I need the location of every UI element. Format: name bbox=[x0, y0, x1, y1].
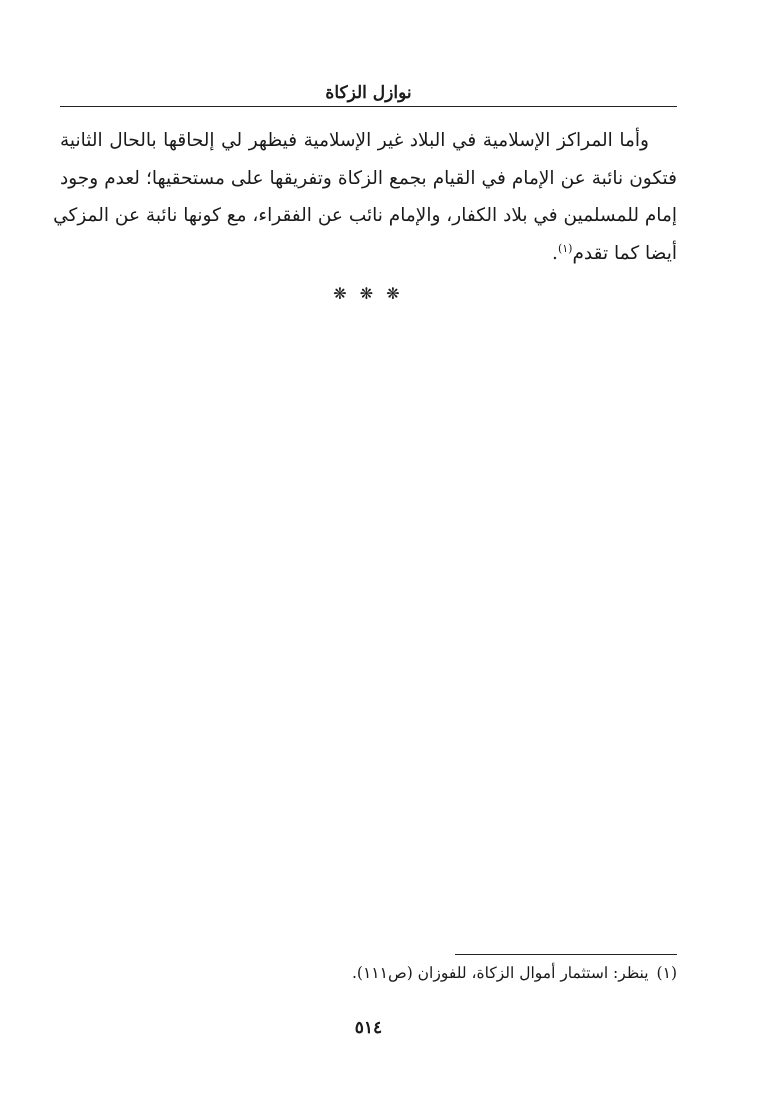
body-line-2: فتكون نائبة عن الإمام في القيام بجمع الزكاة وتفريقها على مستحقيها؛ لعدم وجود bbox=[60, 167, 677, 189]
running-header-title: نوازل الزكاة bbox=[325, 83, 412, 103]
page-number: ٥١٤ bbox=[354, 1018, 383, 1038]
body-paragraph bbox=[53, 122, 677, 272]
footnote bbox=[60, 960, 677, 986]
header-rule bbox=[60, 106, 677, 107]
body-line-1: وأما المراكز الإسلامية في البلاد غير الإسلامية فيظهر لي إلحاقها بالحال الثانية bbox=[60, 130, 649, 151]
body-line-4-text: أيضا كما تقدم bbox=[572, 242, 677, 264]
footnote-rule bbox=[455, 954, 677, 955]
footnote-reference[interactable]: (١) bbox=[557, 241, 573, 255]
body-line-3: إمام للمسلمين في بلاد الكفار، والإمام نائب عن الفقراء، مع كونها نائبة عن المزكي bbox=[53, 205, 677, 226]
footnote-marker: (١) bbox=[656, 964, 677, 982]
body-line-4-end: . bbox=[552, 242, 558, 264]
section-separator: ❋ ❋ ❋ bbox=[333, 284, 404, 303]
body-line-4 bbox=[60, 235, 677, 273]
footnote-text: ينظر: استثمار أموال الزكاة، للفوزان (ص١١١). bbox=[351, 964, 649, 982]
